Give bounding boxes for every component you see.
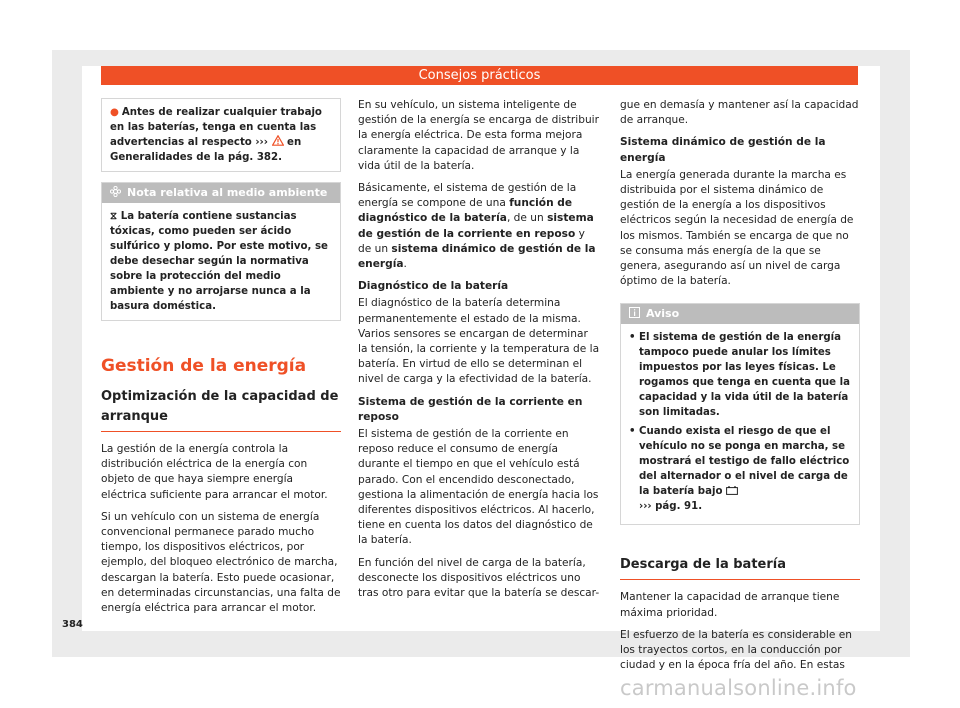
- paragraph: Si un vehículo con un sistema de energía convencional permanece parado mucho tiempo, los dispositivos eléctricos, por ejemplo, del bloqueo electrónico de marcha, descargan la batería. Esto puede ocasionar, en determinadas circunstancias, una falta de energía eléctrica para arrancar el motor.: [101, 510, 341, 615]
- bullet-icon: •: [629, 332, 636, 344]
- paragraph: En función del nivel de carga de la batería, desconecte los dispositivos eléctricos uno tras otro para evitar que la batería se descar-: [358, 556, 600, 600]
- section-title: Gestión de la energía: [101, 356, 307, 376]
- list-item: • Cuando exista el riesgo de que el vehículo no se ponga en marcha, se mostrará el testigo de fallo eléctrico del alternador o el nivel de carga de la batería bajo ››› pág. 91.: [629, 426, 850, 513]
- paragraph: El sistema de gestión de la corriente en reposo reduce el consumo de energía durante el tiempo en que el vehículo está parado. Con el encendido desconectado, gestiona la alimentación de energía hacia los diferentes dispositivos eléctricos. Al hacerlo, tiene en cuenta los datos del diagnóstico de la batería.: [358, 428, 599, 547]
- page-number: 384: [62, 619, 83, 630]
- section-title-battery-discharge: Descarga de la batería: [620, 555, 860, 580]
- warning-triangle-icon: [272, 135, 284, 146]
- bullet-icon: •: [629, 426, 636, 438]
- notice-box: [620, 303, 860, 525]
- notice-body: [621, 324, 859, 524]
- heading-dynamic-management: Sistema dinámico de gestión de la energía: [620, 136, 826, 164]
- info-icon: [629, 305, 640, 316]
- environment-note-body: ⧖ La batería contiene sustancias tóxicas, como pueden ser ácido sulfúrico y plomo. Por este motivo, se debe desechar según la normativa sobre la protección del medio ambiente y no arrojarse nunca a la basura doméstica.: [110, 211, 328, 312]
- paragraph: La energía generada durante la marcha es distribuida por el sistema dinámico de gestión de la energía a los dispositivos eléctricos según la necesidad de energía de los mismos. También se encarga de que no se consuma más energía de la que se genera, asegurando así un nivel de carga óptimo de la batería.: [620, 168, 854, 288]
- column-middle: [358, 98, 600, 608]
- warning-box: ● Antes de realizar cualquier trabajo en las baterías, tenga en cuenta las advertencias al respecto ››› en Generalidades de la pág. 382.: [101, 98, 341, 172]
- battery-icon: [726, 485, 738, 494]
- list-item: • El sistema de gestión de la energía tampoco puede anular los límites impuestos por las leyes físicas. Le rogamos que tenga en cuenta que la capacidad y la vida útil de la batería son limitadas.: [629, 332, 850, 419]
- bullet-icon: ●: [110, 107, 119, 118]
- column-right: [620, 98, 860, 680]
- subsection-title: Optimización de la capacidad de arranque: [101, 387, 341, 432]
- paragraph: El esfuerzo de la batería es considerable en los trayectos cortos, en la conducción por ciudad y en la época fría del año. En estas: [620, 628, 852, 672]
- column-left: [101, 98, 341, 623]
- paragraph: gue en demasía y mantener así la capacidad de arranque.: [620, 99, 859, 127]
- paragraph: La gestión de la energía controla la distribución eléctrica de la energía con objeto de que haya siempre energía eléctrica suficiente para arrancar el motor.: [101, 443, 328, 501]
- environment-note-header: Nota relativa al medio ambiente: [102, 183, 340, 203]
- reference-arrows: ›››: [255, 137, 268, 148]
- environment-note-box: [101, 182, 341, 321]
- paragraph: Básicamente, el sistema de gestión de la energía se compone de una función de diagnóstico de la batería, de un sistema de gestión de la corriente en reposo y de un sistema dinámico de gestión de la energía.: [358, 182, 596, 271]
- leaf-icon: [110, 184, 121, 195]
- paragraph: En su vehículo, un sistema inteligente de gestión de la energía se encarga de distribuir la energía eléctrica. De esta forma mejora claramente la capacidad de arranque y la vida útil de la batería.: [358, 99, 599, 172]
- notice-header: Aviso: [621, 304, 859, 324]
- paragraph: El diagnóstico de la batería determina permanentemente el estado de la misma. Varios sensores se encargan de determinar la tensión, la corriente y la temperatura de la batería. En virtud de ello se determinan el nivel de carga y la efectividad de la batería.: [358, 297, 600, 386]
- recycle-icon: ⧖: [110, 211, 118, 222]
- heading-battery-diagnosis: Diagnóstico de la batería: [358, 280, 509, 293]
- heading-quiescent-current: Sistema de gestión de la corriente en reposo: [358, 395, 583, 423]
- watermark: carmanualsonline.info: [620, 676, 857, 700]
- chapter-header: Consejos prácticos: [101, 66, 858, 85]
- paragraph: Mantener la capacidad de arranque tiene máxima prioridad.: [620, 591, 840, 619]
